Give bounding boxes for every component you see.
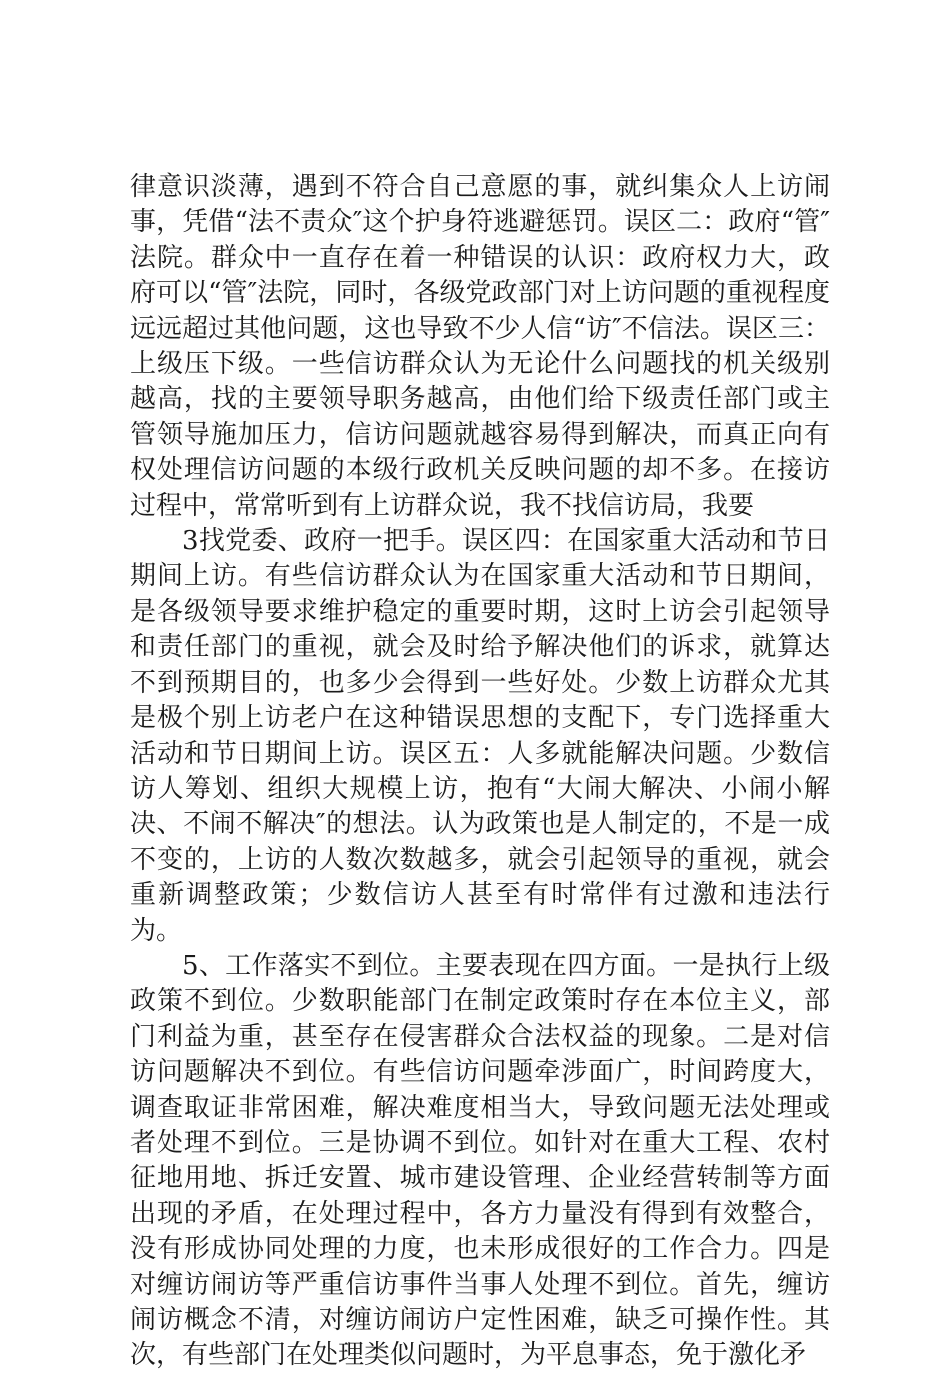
document-page [130,170,830,1374]
paragraph-2: 3找党委、政府一把手。误区四：在国家重大活动和节日期间上访。有些信访群众认为在国家重大活动和节日期间，是各级领导要求维护稳定的重要时期，这时上访会引起领导和责任部门的重视，就会及时给予解决他们的诉求，就算达不到预期目的，也多少会得到一些好处。少数上访群众尤其是极个别上访老户在这种错误思想的支配下，专门选择重大活动和节日期间上访。误区五：人多就能解决问题。少数信访人筹划、组织大规模上访，抱有“大闹大解决、小闹小解决、不闹不解决″的想法。认为政策也是人制定的，不是一成不变的，上访的人数次数越多，就会引起领导的重视，就会重新调整政策；少数信访人甚至有时常伴有过激和违法行为。 [130,526,830,946]
paragraph-1: 律意识淡薄，遇到不符合自己意愿的事，就纠集众人上访闹事，凭借“法不责众″这个护身符逃避惩罚。误区二：政府“管″法院。群众中一直存在着一种错误的认识：政府权力大，政府可以“管″法院，同时，各级党政部门对上访问题的重视程度远远超过其他问题，这也导致不少人信“访″不信法。误区三：上级压下级。一些信访群众认为无论什么问题找的机关级别越高，找的主要领导职务越高，由他们给下级责任部门或主管领导施加压力，信访问题就越容易得到解决，而真正向有权处理信访问题的本级行政机关反映问题的却不多。在接访过程中，常常听到有上访群众说，我不找信访局，我要 [130,172,830,521]
paragraph-3: 5、工作落实不到位。主要表现在四方面。一是执行上级政策不到位。少数职能部门在制定政策时存在本位主义，部门利益为重，甚至存在侵害群众合法权益的现象。二是对信访问题解决不到位。有些信访问题牵涉面广，时间跨度大，调查取证非常困难，解决难度相当大，导致问题无法处理或者处理不到位。三是协调不到位。如针对在重大工程、农村征地用地、拆迁安置、城市建设管理、企业经营转制等方面出现的矛盾，在处理过程中，各方力量没有得到有效整合，没有形成协同处理的力度，也未形成很好的工作合力。四是对缠访闹访等严重信访事件当事人处理不到位。首先，缠访闹访概念不清，对缠访闹访户定性困难，缺乏可操作性。其次，有些部门在处理类似问题时，为平息事态，免于激化矛 [130,950,830,1371]
